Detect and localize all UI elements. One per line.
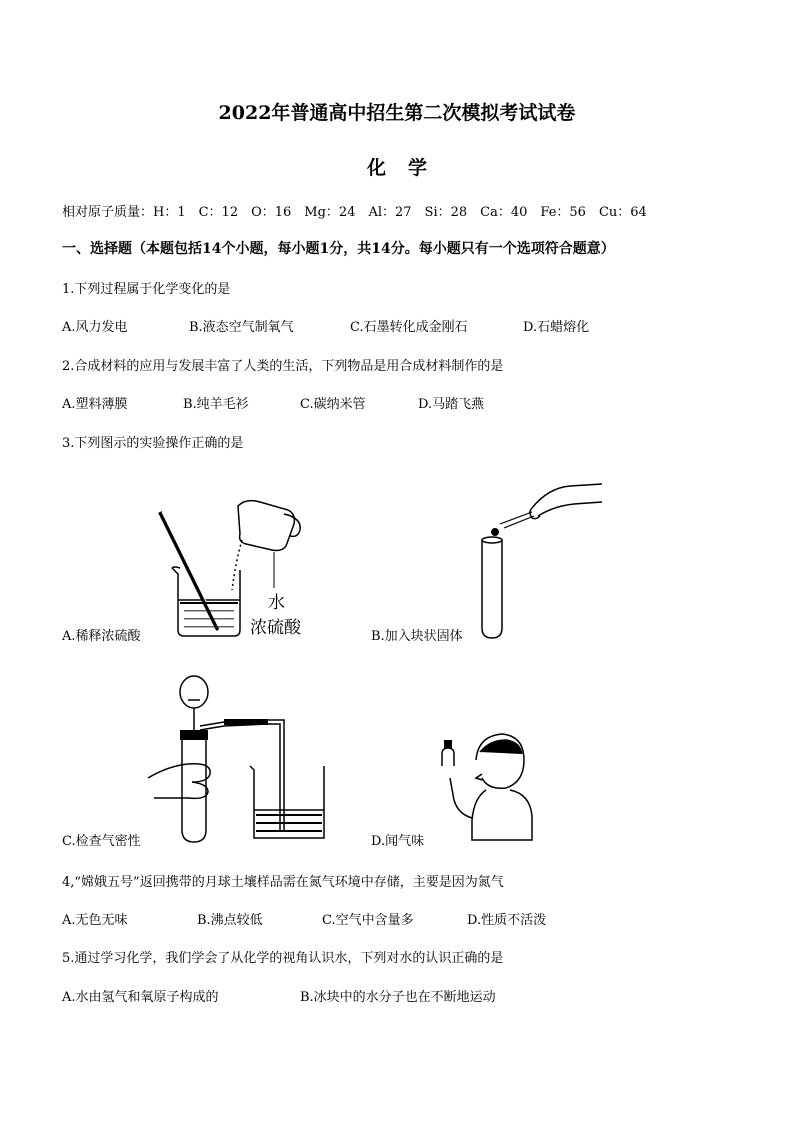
- question-4-stem: 4,“嫦娥五号”返回携带的月球土壤样品需在氮气环境中存储，主要是因为氮气: [62, 875, 504, 890]
- figure-smelling: [436, 730, 536, 842]
- question-1-stem: 1.下列过程属于化学变化的是: [62, 282, 231, 297]
- figure-airtightness: [148, 670, 338, 845]
- q3-option-b: B.加入块状固体: [371, 629, 463, 644]
- figure-a-water-label: 水: [268, 593, 285, 613]
- q2-option-b: B.纯羊毛衫: [183, 397, 249, 412]
- q1-option-b: B.液态空气制氧气: [189, 320, 294, 335]
- question-3-stem: 3.下列图示的实验操作正确的是: [62, 436, 244, 451]
- figure-dilute-acid: [150, 490, 330, 640]
- q3-option-d: D.闻气味: [371, 834, 425, 849]
- q1-option-c: C.石墨转化成金刚石: [350, 320, 468, 335]
- q3-option-c: C.检查气密性: [62, 834, 141, 849]
- question-2-stem: 2.合成材料的应用与发展丰富了人类的生活，下列物品是用合成材料制作的是: [62, 359, 504, 374]
- q3-option-a: A.稀释浓硫酸: [62, 629, 141, 644]
- atomic-masses: 相对原子质量：H：1 C：12 O：16 Mg：24 Al：27 Si：28 Ca：40 Fe：56 Cu：64: [62, 205, 647, 220]
- q4-option-d: D.性质不活泼: [467, 913, 547, 928]
- q2-option-c: C.碳纳米管: [300, 397, 366, 412]
- q4-option-a: A.无色无味: [62, 913, 128, 928]
- q4-option-c: C.空气中含量多: [322, 913, 414, 928]
- q1-option-d: D.石蜡熔化: [523, 320, 590, 335]
- q5-option-a: A.水由氢气和氧原子构成的: [62, 990, 219, 1005]
- section-heading: 一、选择题（本题包括14个小题，每小题1分，共14分。每小题只有一个选项符合题意）: [62, 241, 615, 257]
- figure-a-acid-label: 浓硫酸: [250, 618, 301, 638]
- figure-add-solid: [470, 478, 610, 640]
- subject-title: 化学: [366, 157, 449, 179]
- question-5-stem: 5.通过学习化学，我们学会了从化学的视角认识水，下列对水的认识正确的是: [62, 951, 504, 966]
- q2-option-a: A.塑料薄膜: [62, 397, 128, 412]
- exam-title: 2022年普通高中招生第二次模拟考试试卷: [218, 102, 576, 124]
- q1-option-a: A.风力发电: [62, 320, 128, 335]
- q4-option-b: B.沸点较低: [197, 913, 263, 928]
- q2-option-d: D.马踏飞燕: [418, 397, 485, 412]
- q5-option-b: B.冰块中的水分子也在不断地运动: [300, 990, 496, 1005]
